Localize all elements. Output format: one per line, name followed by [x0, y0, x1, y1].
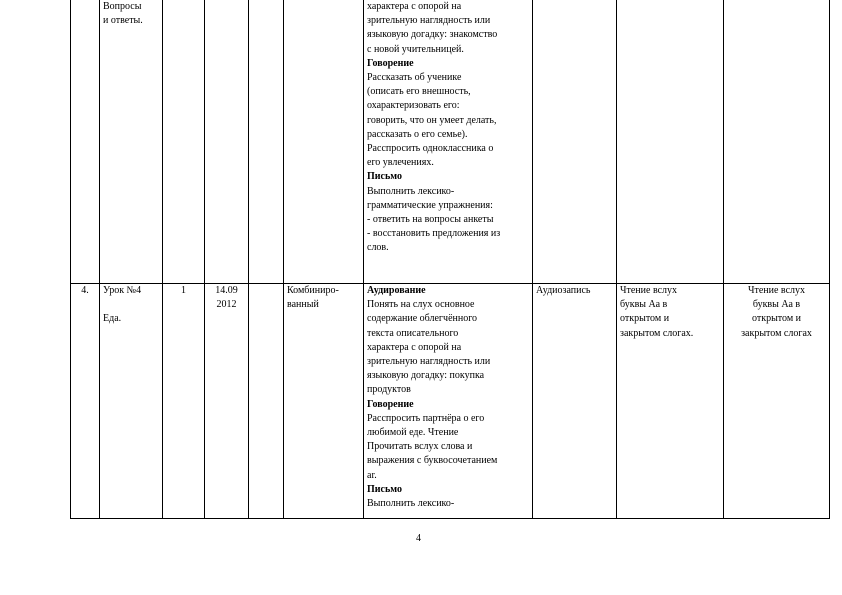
cell-lesson-type — [284, 284, 364, 519]
section-heading: Письмо — [367, 483, 402, 495]
cell-number — [71, 0, 100, 284]
content-lines — [367, 0, 529, 256]
homework-line: закрытом слогах — [741, 327, 812, 339]
cell-materials — [533, 0, 617, 284]
cell-hours — [163, 0, 205, 284]
content-line: говорить, что он умеет делать, — [367, 114, 497, 126]
homework-line: буквы Аа в — [752, 299, 801, 311]
date-line: 14.09 — [215, 285, 238, 296]
control-line: буквы Аа в — [620, 299, 668, 311]
content-line: ar. — [367, 469, 377, 481]
content-line: характера с опорой на — [367, 341, 462, 353]
control-line: открытом и — [620, 313, 670, 325]
topic-line: Вопросы — [103, 1, 142, 12]
control-line: Чтение вслух — [620, 285, 678, 296]
cell-date-fact — [249, 284, 284, 519]
content-line: Понять на слух основное — [367, 299, 475, 311]
content-lines — [367, 284, 529, 511]
table-row — [71, 0, 830, 284]
content-line: слов. — [367, 242, 389, 254]
homework-line: Чтение вслух — [747, 285, 806, 296]
content-line: текста описательного — [367, 327, 459, 339]
content-line: Расспросить одноклассника о — [367, 143, 494, 155]
content-line: Выполнить лексико- — [367, 498, 455, 510]
content-line: Выполнить лексико- — [367, 185, 455, 197]
cell-date-fact — [249, 0, 284, 284]
content-line: зрительную наглядность или — [367, 356, 491, 368]
type-line: Комбиниро- — [287, 285, 339, 296]
control-line: закрытом слогах. — [620, 327, 694, 339]
section-heading: Говорение — [367, 57, 414, 69]
content-line: содержание облегчённого — [367, 313, 478, 325]
cell-topic — [100, 0, 163, 284]
content-line: продуктов — [367, 384, 411, 396]
content-line: охарактеризовать его: — [367, 100, 460, 112]
date-line: 2012 — [216, 299, 237, 311]
materials-value: Аудиозапись — [536, 285, 591, 296]
table-row — [71, 284, 830, 519]
content-line: языковую догадку: знакомство — [367, 29, 498, 41]
content-line: Расспросить партнёра о его — [367, 412, 485, 424]
cell-content — [364, 0, 533, 284]
hours-value: 1 — [181, 285, 186, 296]
topic-line — [103, 298, 159, 312]
section-heading: Письмо — [367, 171, 402, 183]
content-line: (описать его внешность, — [367, 86, 471, 98]
cell-materials — [533, 284, 617, 519]
section-heading: Говорение — [367, 398, 414, 410]
topic-line: Урок №4 — [103, 285, 142, 296]
content-line: грамматические упражнения: — [367, 199, 493, 211]
topic-line: и ответы. — [103, 15, 143, 27]
content-line: выражения с буквосочетанием — [367, 455, 498, 467]
content-line: Рассказать об ученике — [367, 72, 462, 84]
content-line: зрительную наглядность или — [367, 15, 491, 27]
topic-line: Еда. — [103, 313, 122, 325]
content-line: - восстановить предложения из — [367, 228, 501, 240]
cell-topic — [100, 284, 163, 519]
content-line: Прочитать вслух слова и — [367, 441, 473, 453]
homework-line: открытом и — [751, 313, 802, 325]
type-line: ванный — [287, 299, 319, 311]
content-line: его увлечениях. — [367, 157, 434, 169]
lesson-plan-table — [70, 0, 830, 519]
page-number: 4 — [416, 533, 421, 544]
cell-control — [617, 0, 724, 284]
section-heading: Аудирование — [367, 285, 426, 296]
cell-hours — [163, 284, 205, 519]
cell-date — [205, 284, 249, 519]
lesson-number: 4. — [81, 285, 89, 296]
content-line: любимой еде. Чтение — [367, 427, 459, 439]
cell-lesson-type — [284, 0, 364, 284]
cell-content — [364, 284, 533, 519]
content-line: языковую догадку: покупка — [367, 370, 485, 382]
cell-homework — [724, 0, 830, 284]
content-line: характера с опорой на — [367, 1, 462, 12]
cell-date — [205, 0, 249, 284]
cell-number — [71, 284, 100, 519]
content-line: - ответить на вопросы анкеты — [367, 214, 494, 226]
cell-homework — [724, 284, 830, 519]
cell-control — [617, 284, 724, 519]
content-line: с новой учительницей. — [367, 43, 464, 55]
content-line: рассказать о его семье). — [367, 128, 468, 140]
